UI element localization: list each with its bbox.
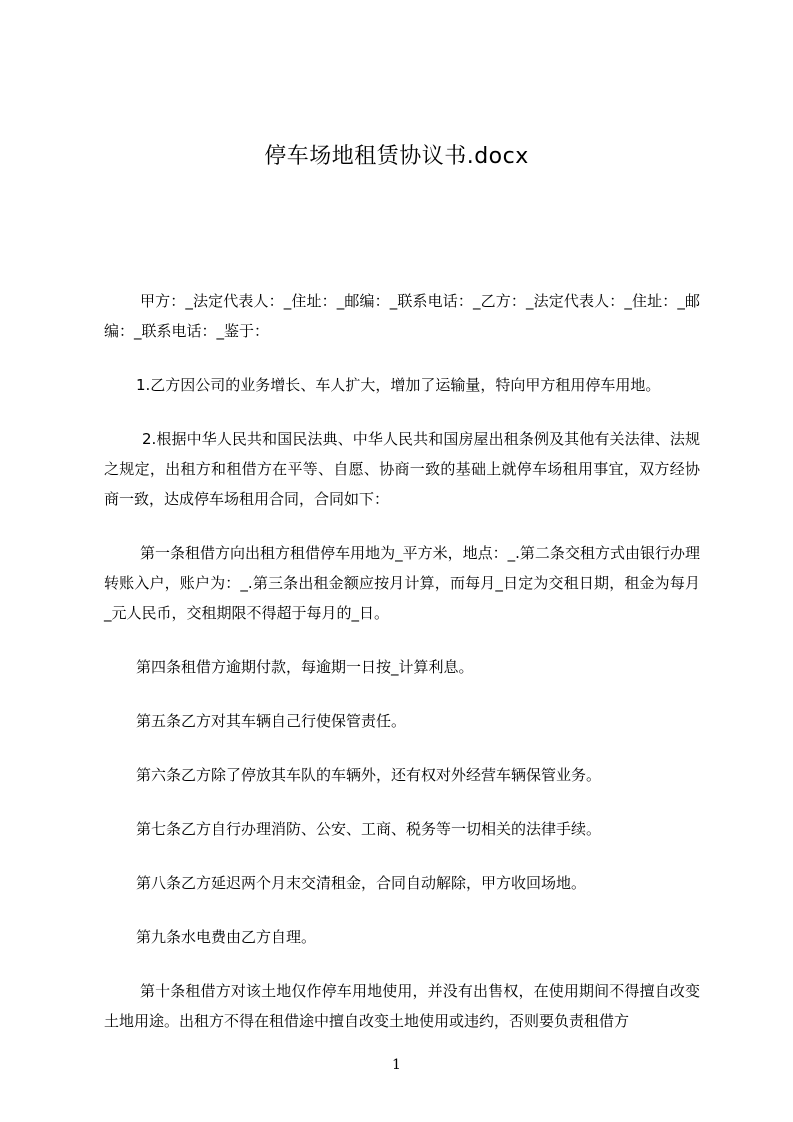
document-title: 停车场地租赁协议书.docx — [264, 144, 529, 169]
paragraph-article-7: 第七条乙方自行办理消防、公安、工商、税务等一切相关的法律手续。 — [136, 820, 602, 838]
paragraph-article-1-3: 第一条租借方向出租方租借停车用地为_平方米，地点：_.第二条交租方式由银行办理转账入户，账户为：_.第三条出租金额应按月计算，而每月_日定为交租日期，租金为每月_元人民币，交租期限不得超于每月的_日。 — [104, 544, 700, 622]
paragraph-article-9: 第九条水电费由乙方自理。 — [136, 928, 317, 946]
document-body — [104, 286, 700, 1060]
page-number: 1 — [392, 1057, 401, 1073]
paragraph-article-5: 第五条乙方对其车辆自己行使保管责任。 — [136, 712, 407, 730]
paragraph-article-4: 第四条租借方逾期付款，每逾期一日按_计算利息。 — [136, 658, 474, 676]
paragraph-parties: 甲方：_法定代表人：_住址：_邮编：_联系电话：_乙方：_法定代表人：_住址：_邮编：_联系电话：_鉴于： — [104, 292, 700, 340]
paragraph-recital-1: 1.乙方因公司的业务增长、车人扩大，增加了运输量，特向甲方租用停车用地。 — [136, 376, 661, 394]
paragraph-article-10: 第十条租借方对该土地仅作停车用地使用，并没有出售权，在使用期间不得擅自改变土地用途。出租方不得在租借途中擅自改变土地使用或违约，否则要负责租借方 — [104, 982, 700, 1030]
paragraph-article-8: 第八条乙方延迟两个月末交清租金，合同自动解除，甲方收回场地。 — [136, 874, 587, 892]
paragraph-recital-2: 2.根据中华人民共和国民法典、中华人民共和国房屋出租条例及其他有关法律、法规之规定，出租方和租借方在平等、自愿、协商一致的基础上就停车场租用事宜，双方经协商一致，达成停车场租用合同，合同如下： — [104, 430, 700, 508]
paragraph-article-6: 第六条乙方除了停放其车队的车辆外，还有权对外经营车辆保管业务。 — [136, 766, 602, 784]
